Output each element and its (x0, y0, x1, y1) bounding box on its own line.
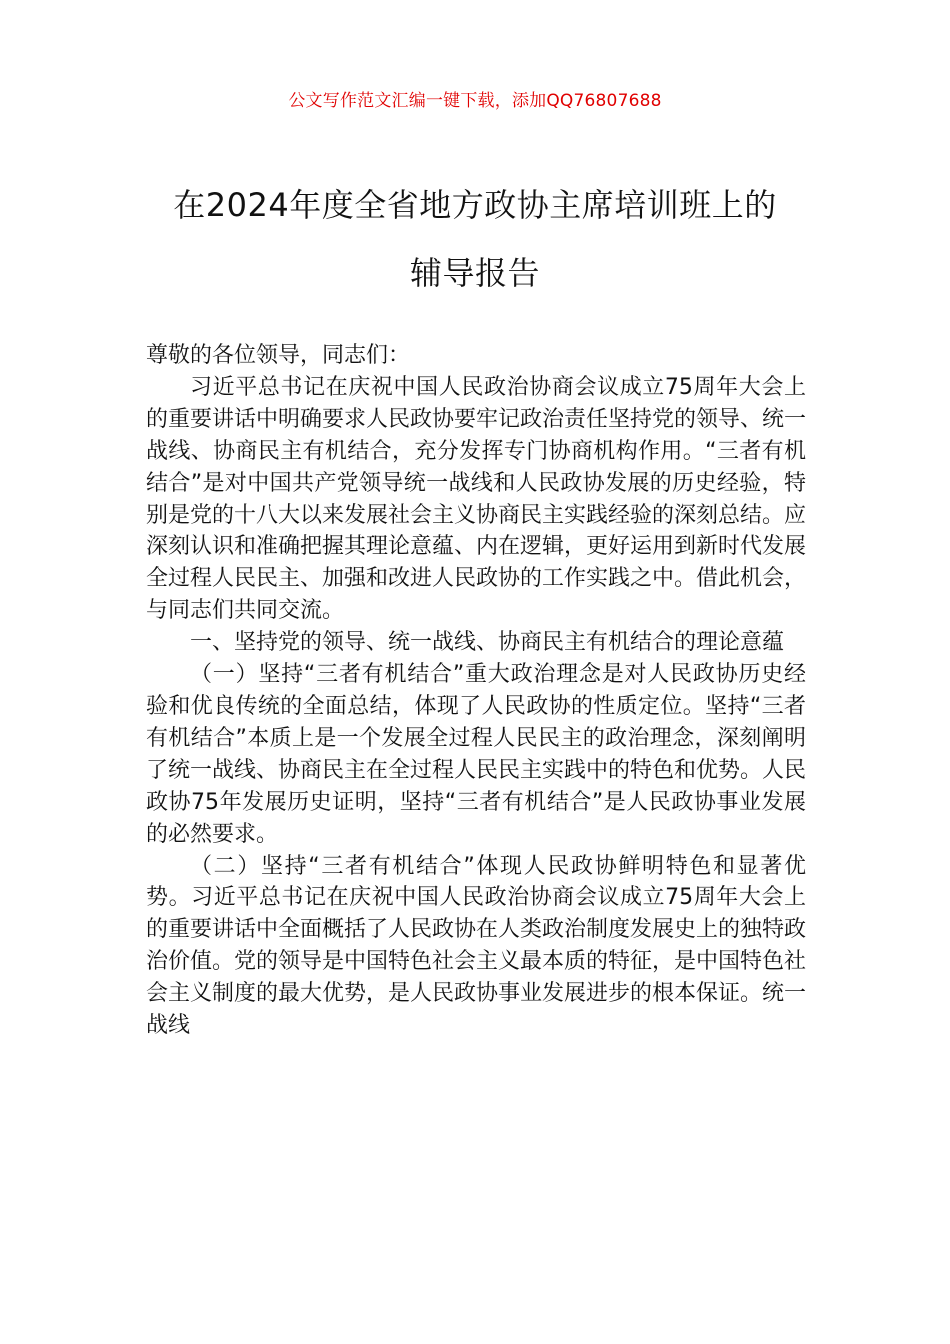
download-note: 公文写作范文汇编一键下载，添加QQ76807688 (288, 91, 662, 111)
document-title-line-1: 在2024年度全省地方政协主席培训班上的 (173, 186, 777, 224)
document-body (146, 340, 806, 1042)
document-title-line-2: 辅导报告 (409, 254, 540, 292)
paragraph-point-1: （一）坚持“三者有机结合”重大政治理念是对人民政协历史经验和优良传统的全面总结，体现了人民政协的性质定位。坚持“三者有机结合”本质上是一个发展全过程人民民主的政治理念，深刻阐明了统一战线、协商民主在全过程人民民主实践中的特色和优势。人民政协75年发展历史证明，坚持“三者有机结合”是人民政协事业发展的必然要求。 (146, 662, 807, 847)
paragraph-intro: 习近平总书记在庆祝中国人民政治协商会议成立75周年大会上的重要讲话中明确要求人民政协要牢记政治责任坚持党的领导、统一战线、协商民主有机结合，充分发挥专门协商机构作用。“三者有机结合”是对中国共产党领导统一战线和人民政协发展的历史经验，特别是党的十八大以来发展社会主义协商民主实践经验的深刻总结。应深刻认识和准确把握其理论意蕴、内在逻辑，更好运用到新时代发展全过程人民民主、加强和改进人民政协的工作实践之中。借此机会，与同志们共同交流。 (146, 374, 807, 624)
section-heading-1: 一、坚持党的领导、统一战线、协商民主有机结合的理论意蕴 (190, 630, 785, 656)
paragraph-point-2: （二）坚持“三者有机结合”体现人民政协鲜明特色和显著优势。习近平总书记在庆祝中国人民政治协商会议成立75周年大会上的重要讲话中全面概括了人民政协在人类政治制度发展史上的独特政治价值。党的领导是中国特色社会主义最本质的特征，是中国特色社会主义制度的最大优势，是人民政协事业发展进步的根本保证。统一战线 (146, 853, 807, 1039)
salutation: 尊敬的各位领导，同志们： (146, 343, 411, 368)
